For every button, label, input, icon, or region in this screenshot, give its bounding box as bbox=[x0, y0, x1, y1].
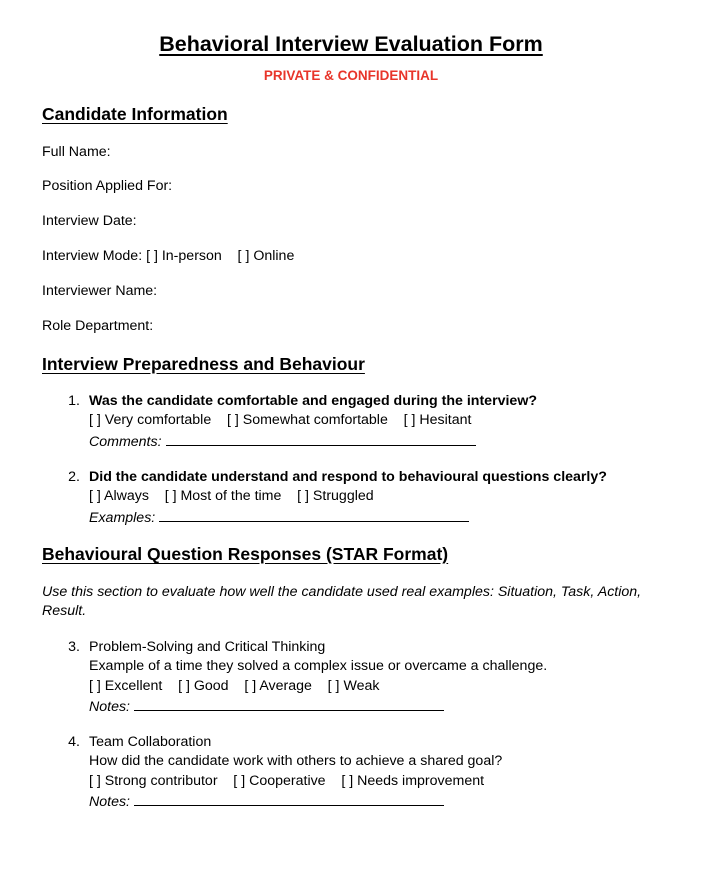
full-name-field[interactable]: Full Name: bbox=[42, 144, 111, 160]
question-number: 1. bbox=[68, 393, 80, 409]
notes-blank[interactable] bbox=[134, 791, 444, 806]
question-number: 4. bbox=[68, 734, 80, 750]
question-4 bbox=[64, 733, 502, 813]
position-field[interactable]: Position Applied For: bbox=[42, 178, 173, 194]
question-number: 2. bbox=[68, 469, 80, 485]
comments-blank[interactable] bbox=[166, 431, 476, 446]
notes-label: Notes: bbox=[89, 699, 131, 716]
question-title: Team Collaboration bbox=[89, 734, 212, 750]
star-heading: Behavioural Question Responses (STAR Format) bbox=[42, 544, 449, 564]
confidential-label: PRIVATE & CONFIDENTIAL bbox=[263, 68, 439, 83]
question-1 bbox=[64, 392, 537, 452]
rating-options[interactable]: [ ] Excellent [ ] Good [ ] Average [ ] Weak bbox=[89, 677, 380, 694]
comments-label: Comments: bbox=[89, 433, 162, 450]
rating-options[interactable]: [ ] Always [ ] Most of the time [ ] Struggled bbox=[89, 488, 374, 505]
question-text: Was the candidate comfortable and engaged during the interview? bbox=[89, 393, 538, 409]
star-intro: Use this section to evaluate how well the candidate used real examples: Situation, Task, Action, Result. bbox=[42, 584, 642, 619]
question-prompt: Example of a time they solved a complex issue or overcame a challenge. bbox=[89, 658, 548, 675]
question-3 bbox=[64, 638, 547, 718]
question-number: 3. bbox=[68, 639, 80, 655]
interview-mode-field[interactable]: Interview Mode: [ ] In-person [ ] Online bbox=[42, 248, 295, 264]
interviewer-name-field[interactable]: Interviewer Name: bbox=[42, 283, 158, 299]
preparedness-heading: Interview Preparedness and Behaviour bbox=[42, 354, 365, 374]
notes-label: Notes: bbox=[89, 794, 131, 811]
question-text: Did the candidate understand and respond to behavioural questions clearly? bbox=[89, 469, 607, 485]
rating-options[interactable]: [ ] Strong contributor [ ] Cooperative [ ] Needs improvement bbox=[89, 772, 485, 789]
form-title: Behavioral Interview Evaluation Form bbox=[159, 32, 543, 56]
role-department-field[interactable]: Role Department: bbox=[42, 318, 154, 334]
candidate-info-heading: Candidate Information bbox=[42, 104, 228, 124]
examples-label: Examples: bbox=[89, 509, 156, 526]
question-2 bbox=[64, 468, 607, 528]
interview-date-field[interactable]: Interview Date: bbox=[42, 213, 137, 229]
notes-blank[interactable] bbox=[134, 696, 444, 711]
question-title: Problem-Solving and Critical Thinking bbox=[89, 639, 326, 655]
question-prompt: How did the candidate work with others to achieve a shared goal? bbox=[89, 753, 503, 770]
examples-blank[interactable] bbox=[159, 507, 469, 522]
rating-options[interactable]: [ ] Very comfortable [ ] Somewhat comfortable [ ] Hesitant bbox=[89, 412, 472, 429]
